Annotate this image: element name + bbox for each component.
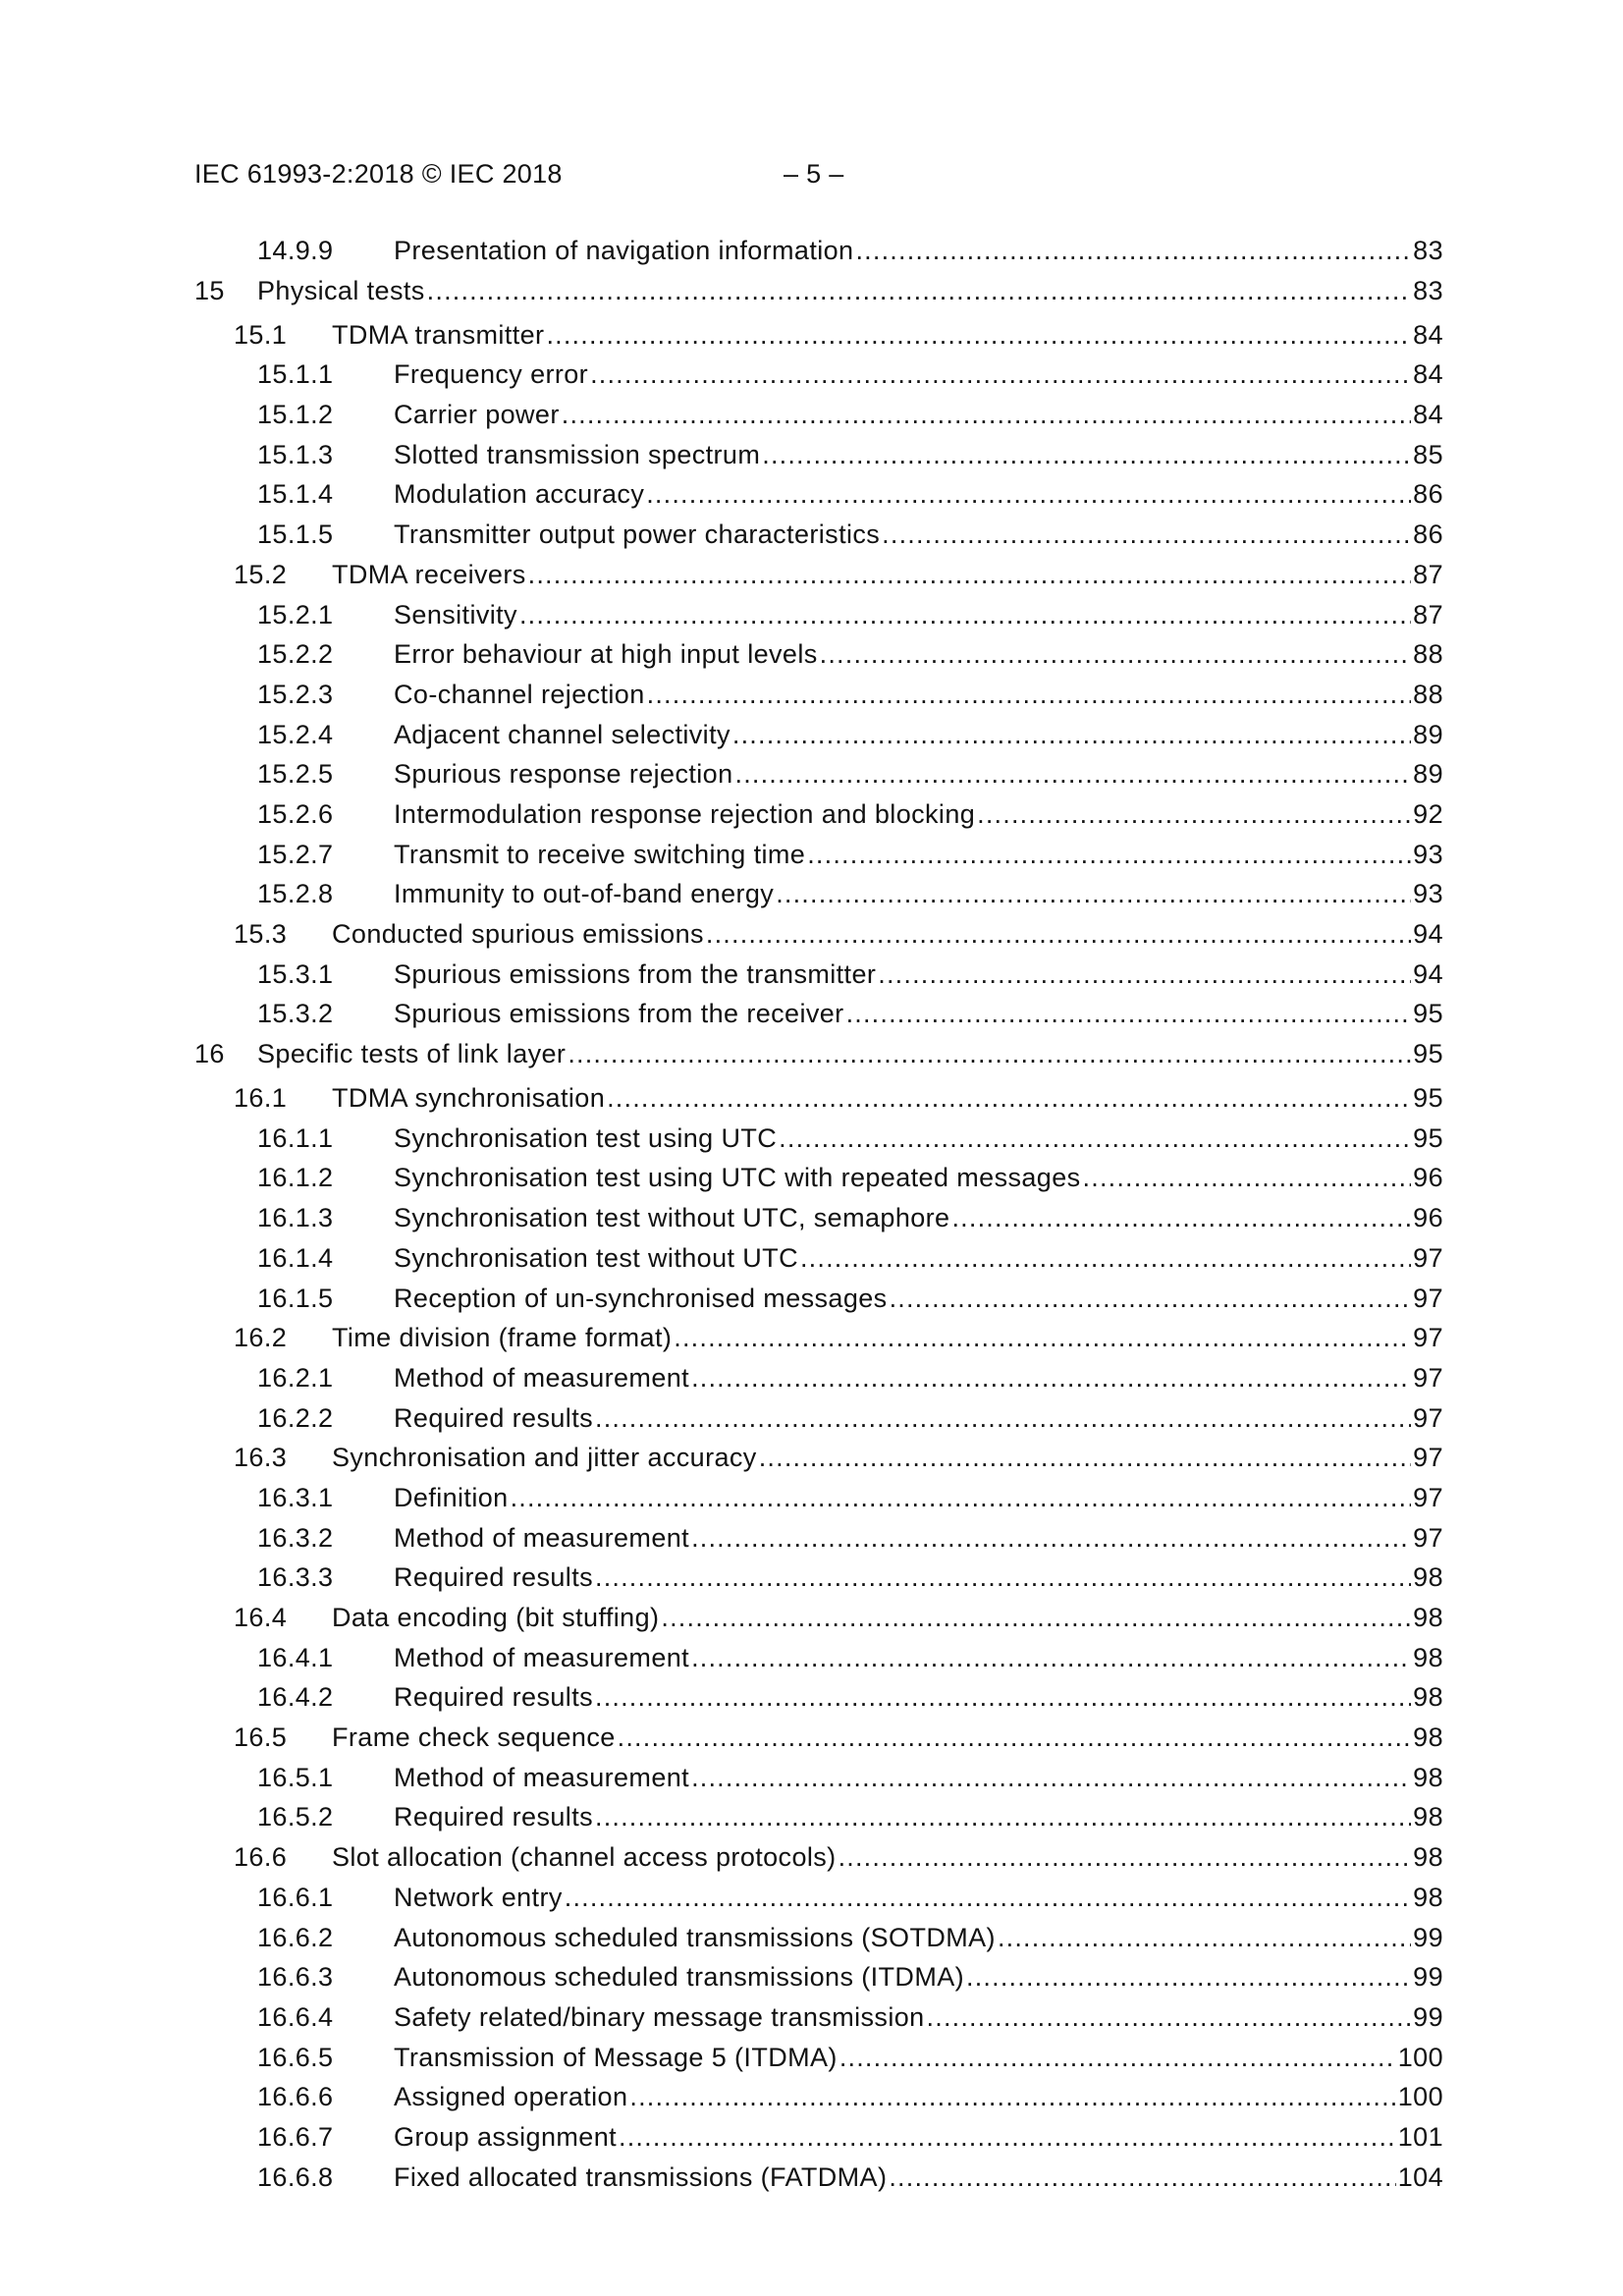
toc-section-title: Spurious emissions from the transmitter xyxy=(394,958,877,989)
toc-entry[interactable] xyxy=(0,1558,1623,1598)
toc-entry-body xyxy=(394,515,1443,554)
dot-leader xyxy=(839,2038,1396,2077)
toc-section-title: Method of measurement xyxy=(394,1522,690,1553)
toc-section-title: Adjacent channel selectivity xyxy=(394,719,730,749)
toc-entry-body xyxy=(332,1078,1443,1118)
toc-entry-body xyxy=(394,2077,1443,2116)
dot-leader xyxy=(735,754,1412,793)
toc-entry[interactable] xyxy=(0,1677,1623,1718)
dot-leader xyxy=(562,395,1411,434)
dot-leader xyxy=(966,1957,1411,1996)
toc-entry[interactable] xyxy=(0,1119,1623,1159)
toc-section-number: 16.1.3 xyxy=(257,1203,334,1233)
toc-entry[interactable] xyxy=(0,715,1623,755)
toc-entry[interactable] xyxy=(0,2117,1623,2158)
toc-section-title: TDMA receivers xyxy=(332,559,526,589)
toc-page-number: 96 xyxy=(1413,1163,1443,1193)
toc-page-number: 99 xyxy=(1413,1922,1443,1952)
toc-section-title: Transmit to receive switching time xyxy=(394,839,806,869)
toc-entry-body xyxy=(394,1638,1443,1677)
toc-entry[interactable] xyxy=(0,355,1623,395)
dot-leader xyxy=(846,994,1412,1033)
toc-page-number: 97 xyxy=(1413,1323,1443,1353)
dot-leader xyxy=(629,2077,1395,2116)
toc-page-number: 99 xyxy=(1413,2001,1443,2032)
toc-section-title: Synchronisation test without UTC, semaphore xyxy=(394,1203,950,1233)
toc-entry[interactable] xyxy=(0,1957,1623,1997)
toc-entry-body xyxy=(332,555,1443,594)
toc-section-number: 16.1 xyxy=(234,1083,288,1114)
toc-page-number: 104 xyxy=(1397,2161,1443,2192)
toc-section-title: Required results xyxy=(394,1802,593,1832)
table-of-contents xyxy=(0,231,1623,2197)
dot-leader xyxy=(618,1718,1412,1757)
toc-entry[interactable] xyxy=(0,1398,1623,1439)
toc-section-number: 16.1.4 xyxy=(257,1242,334,1273)
toc-page-number: 88 xyxy=(1413,679,1443,709)
toc-section-number: 15.1.3 xyxy=(257,439,334,469)
dot-leader xyxy=(759,1438,1411,1477)
toc-page-number: 92 xyxy=(1413,798,1443,829)
toc-section-title: Modulation accuracy xyxy=(394,479,645,510)
toc-section-number: 15.2 xyxy=(234,559,288,589)
dot-leader xyxy=(528,555,1412,594)
toc-section-number: 16.4.1 xyxy=(257,1642,334,1672)
toc-page-number: 98 xyxy=(1413,1762,1443,1792)
toc-entry-body xyxy=(394,2117,1443,2157)
toc-section-title: Intermodulation response rejection and blocking xyxy=(394,798,976,829)
toc-page-number: 83 xyxy=(1413,275,1443,305)
toc-entry-body xyxy=(394,1797,1443,1836)
toc-entry-body xyxy=(394,1518,1443,1558)
toc-section-number: 15.2.1 xyxy=(257,599,334,629)
toc-page-number: 88 xyxy=(1413,639,1443,670)
toc-entry[interactable] xyxy=(0,1718,1623,1758)
toc-entry-body xyxy=(394,595,1443,634)
toc-entry-body xyxy=(394,1398,1443,1438)
toc-section-title: Group assignment xyxy=(394,2121,618,2152)
toc-page-number: 98 xyxy=(1413,1722,1443,1753)
toc-page-number: 98 xyxy=(1413,1882,1443,1912)
toc-page-number: 94 xyxy=(1413,958,1443,989)
toc-entry-body xyxy=(394,474,1443,514)
toc-entry[interactable] xyxy=(0,794,1623,835)
toc-page-number: 87 xyxy=(1413,599,1443,629)
toc-entry[interactable] xyxy=(0,1358,1623,1398)
toc-section-number: 16.6.7 xyxy=(257,2121,334,2152)
dot-leader xyxy=(674,1318,1411,1357)
toc-section-title: Method of measurement xyxy=(394,1642,690,1672)
toc-page-number: 84 xyxy=(1413,319,1443,350)
toc-page-number: 97 xyxy=(1413,1402,1443,1433)
toc-entry[interactable] xyxy=(0,315,1623,355)
toc-page-number: 95 xyxy=(1413,1083,1443,1114)
toc-section-title: Slot allocation (channel access protocols) xyxy=(332,1842,837,1873)
toc-section-number: 16.6.3 xyxy=(257,1962,334,1993)
toc-entry[interactable] xyxy=(0,2077,1623,2117)
toc-page-number: 94 xyxy=(1413,919,1443,949)
toc-page-number: 101 xyxy=(1397,2121,1443,2152)
toc-entry[interactable] xyxy=(0,874,1623,914)
toc-entry[interactable] xyxy=(0,271,1623,315)
toc-section-number: 15.2.8 xyxy=(257,879,334,909)
toc-entry-body xyxy=(394,754,1443,793)
toc-entry-body xyxy=(394,355,1443,394)
dot-leader xyxy=(807,835,1411,874)
toc-entry[interactable] xyxy=(0,1438,1623,1478)
toc-entry-body xyxy=(394,1279,1443,1318)
toc-page-number: 100 xyxy=(1397,2042,1443,2072)
toc-entry[interactable] xyxy=(0,675,1623,715)
toc-section-title: Required results xyxy=(394,1402,593,1433)
toc-section-title: Definition xyxy=(394,1482,509,1512)
toc-section-number: 15.1.2 xyxy=(257,400,334,430)
dot-leader xyxy=(691,1358,1411,1397)
toc-page-number: 89 xyxy=(1413,759,1443,790)
toc-entry[interactable] xyxy=(0,1598,1623,1638)
toc-section-title: Error behaviour at high input levels xyxy=(394,639,818,670)
toc-section-title: Safety related/binary message transmission xyxy=(394,2001,925,2032)
dot-leader xyxy=(691,1758,1411,1797)
toc-section-number: 16.6 xyxy=(234,1842,288,1873)
toc-section-title: Fixed allocated transmissions (FATDMA) xyxy=(394,2161,888,2192)
toc-section-number: 16.3.2 xyxy=(257,1522,334,1553)
toc-entry[interactable] xyxy=(0,1638,1623,1678)
toc-section-number: 15.1.1 xyxy=(257,359,334,390)
dot-leader xyxy=(590,355,1411,394)
toc-page-number: 93 xyxy=(1413,839,1443,869)
toc-page-number: 97 xyxy=(1413,1482,1443,1512)
toc-section-number: 15.3.2 xyxy=(257,999,334,1029)
toc-entry-body xyxy=(332,1598,1443,1637)
toc-entry[interactable] xyxy=(0,435,1623,475)
toc-entry[interactable] xyxy=(0,754,1623,794)
toc-page-number: 98 xyxy=(1413,1682,1443,1713)
dot-leader xyxy=(732,715,1411,754)
toc-entry[interactable] xyxy=(0,1918,1623,1958)
toc-page-number: 84 xyxy=(1413,359,1443,390)
toc-section-title: Specific tests of link layer xyxy=(257,1039,567,1069)
toc-entry-body xyxy=(257,1034,1443,1073)
toc-section-title: Method of measurement xyxy=(394,1762,690,1792)
toc-page-number: 97 xyxy=(1413,1522,1443,1553)
toc-entry[interactable] xyxy=(0,1758,1623,1798)
toc-entry[interactable] xyxy=(0,1837,1623,1878)
toc-entry[interactable] xyxy=(0,1198,1623,1238)
toc-page-number: 97 xyxy=(1413,1242,1443,1273)
toc-section-number: 15.2.3 xyxy=(257,679,334,709)
toc-section-number: 15.2.6 xyxy=(257,798,334,829)
toc-entry[interactable] xyxy=(0,1158,1623,1198)
toc-entry-body xyxy=(394,1158,1443,1197)
toc-entry-body xyxy=(394,835,1443,874)
dot-leader xyxy=(568,1034,1411,1073)
toc-section-number: 15.3.1 xyxy=(257,958,334,989)
dot-leader xyxy=(855,231,1411,270)
toc-section-title: Physical tests xyxy=(257,275,425,305)
toc-entry-body xyxy=(394,1558,1443,1597)
toc-section-number: 15.3 xyxy=(234,919,288,949)
dot-leader xyxy=(691,1518,1411,1558)
toc-page-number: 98 xyxy=(1413,1842,1443,1873)
toc-entry[interactable] xyxy=(0,2038,1623,2078)
toc-section-number: 15.2.4 xyxy=(257,719,334,749)
dot-leader xyxy=(647,675,1412,714)
toc-page-number: 87 xyxy=(1413,559,1443,589)
toc-page-number: 83 xyxy=(1413,236,1443,265)
dot-leader xyxy=(977,794,1411,834)
toc-section-number: 16.1.2 xyxy=(257,1163,334,1193)
toc-entry[interactable] xyxy=(0,634,1623,675)
page-header xyxy=(194,154,882,193)
toc-entry-body xyxy=(332,914,1443,954)
toc-page-number: 97 xyxy=(1413,1362,1443,1393)
toc-page-number: 93 xyxy=(1413,879,1443,909)
toc-section-number: 16.4 xyxy=(234,1603,288,1632)
dot-leader xyxy=(646,474,1411,514)
dot-leader xyxy=(519,595,1411,634)
dot-leader xyxy=(595,1558,1411,1597)
dot-leader xyxy=(839,1837,1412,1877)
toc-section-title: Presentation of navigation information xyxy=(394,236,854,265)
toc-section-number: 15.2.5 xyxy=(257,759,334,790)
toc-section-title: Frame check sequence xyxy=(332,1722,616,1753)
toc-entry-body xyxy=(394,1119,1443,1158)
toc-entry-body xyxy=(394,1358,1443,1397)
toc-entry-body xyxy=(394,395,1443,434)
toc-section-title: TDMA transmitter xyxy=(332,319,545,350)
toc-entry-body xyxy=(394,675,1443,714)
toc-section-title: Network entry xyxy=(394,1882,563,1912)
toc-entry-body xyxy=(257,271,1443,310)
toc-page-number: 89 xyxy=(1413,719,1443,749)
toc-entry[interactable] xyxy=(0,231,1623,271)
dot-leader xyxy=(882,515,1411,554)
toc-entry-body xyxy=(394,1478,1443,1517)
toc-section-title: Conducted spurious emissions xyxy=(332,919,704,949)
toc-entry[interactable] xyxy=(0,1797,1623,1837)
dot-leader xyxy=(951,1198,1411,1237)
toc-entry-body xyxy=(394,435,1443,474)
toc-page-number: 98 xyxy=(1413,1642,1443,1672)
toc-section-number: 16.6.5 xyxy=(257,2042,334,2072)
toc-section-number: 16.3.3 xyxy=(257,1562,334,1593)
toc-entry-body xyxy=(394,874,1443,913)
toc-page-number: 99 xyxy=(1413,1962,1443,1993)
toc-section-number: 16.4.2 xyxy=(257,1682,334,1713)
dot-leader xyxy=(511,1478,1412,1517)
toc-entry[interactable] xyxy=(0,395,1623,435)
toc-section-number: 16.2.2 xyxy=(257,1402,334,1433)
dot-leader xyxy=(706,914,1411,954)
toc-entry[interactable] xyxy=(0,1279,1623,1319)
toc-section-title: Time division (frame format) xyxy=(332,1323,673,1353)
toc-entry-body xyxy=(394,1198,1443,1237)
toc-section-number: 16.3.1 xyxy=(257,1482,334,1512)
dot-leader xyxy=(595,1797,1411,1836)
toc-page-number: 98 xyxy=(1413,1562,1443,1593)
toc-page-number: 100 xyxy=(1397,2082,1443,2112)
dot-leader xyxy=(607,1078,1411,1118)
dot-leader xyxy=(820,634,1412,674)
toc-section-number: 16.6.1 xyxy=(257,1882,334,1912)
toc-page-number: 98 xyxy=(1413,1603,1443,1632)
toc-entry-body xyxy=(394,634,1443,674)
toc-entry-body xyxy=(394,2158,1443,2197)
toc-section-number: 16.6.2 xyxy=(257,1922,334,1952)
toc-entry[interactable] xyxy=(0,1034,1623,1078)
toc-entry[interactable] xyxy=(0,1997,1623,2038)
toc-entry-body xyxy=(394,1238,1443,1278)
toc-entry-body xyxy=(394,955,1443,994)
toc-entry-body xyxy=(394,1997,1443,2037)
toc-section-number: 16.5.1 xyxy=(257,1762,334,1792)
toc-section-number: 16.6.8 xyxy=(257,2161,334,2192)
toc-page-number: 97 xyxy=(1413,1443,1443,1473)
toc-entry-body xyxy=(332,1837,1443,1877)
toc-section-number: 16.2 xyxy=(234,1323,288,1353)
toc-page-number: 85 xyxy=(1413,439,1443,469)
toc-section-number: 15.1.4 xyxy=(257,479,334,510)
dot-leader xyxy=(546,315,1411,355)
toc-entry[interactable] xyxy=(0,1518,1623,1558)
toc-page-number: 98 xyxy=(1413,1802,1443,1832)
toc-section-number: 16.3 xyxy=(234,1443,288,1473)
toc-page-number: 97 xyxy=(1413,1283,1443,1313)
toc-entry-body xyxy=(394,1677,1443,1717)
toc-page-number: 96 xyxy=(1413,1203,1443,1233)
dot-leader xyxy=(427,271,1411,310)
toc-entry-body xyxy=(394,794,1443,834)
toc-section-title: Autonomous scheduled transmissions (SOTDMA) xyxy=(394,1922,996,1952)
dot-leader xyxy=(661,1598,1411,1637)
toc-entry-body xyxy=(332,315,1443,355)
toc-entry-body xyxy=(332,1718,1443,1757)
toc-entry[interactable] xyxy=(0,2158,1623,2198)
toc-section-title: Sensitivity xyxy=(394,599,517,629)
toc-entry[interactable] xyxy=(0,595,1623,635)
toc-entry[interactable] xyxy=(0,1238,1623,1279)
dot-leader xyxy=(691,1638,1411,1677)
toc-section-title: Required results xyxy=(394,1562,593,1593)
toc-entry-body xyxy=(394,1918,1443,1957)
toc-entry-body xyxy=(394,1758,1443,1797)
toc-entry[interactable] xyxy=(0,555,1623,595)
toc-entry[interactable] xyxy=(0,835,1623,875)
dot-leader xyxy=(595,1398,1411,1438)
toc-section-title: Co-channel rejection xyxy=(394,679,645,709)
toc-section-number: 16.5 xyxy=(234,1722,288,1753)
toc-entry[interactable] xyxy=(0,1878,1623,1918)
toc-section-title: Autonomous scheduled transmissions (ITDMA) xyxy=(394,1962,965,1993)
toc-entry-body xyxy=(394,231,1443,270)
toc-page-number: 95 xyxy=(1413,1039,1443,1069)
toc-section-title: Carrier power xyxy=(394,400,560,430)
toc-page-number: 86 xyxy=(1413,519,1443,550)
toc-section-number: 16.2.1 xyxy=(257,1362,334,1393)
toc-section-title: Data encoding (bit stuffing) xyxy=(332,1603,660,1632)
toc-section-number: 15.2.7 xyxy=(257,839,334,869)
toc-section-number: 15.1 xyxy=(234,319,288,350)
toc-page-number: 86 xyxy=(1413,479,1443,510)
dot-leader xyxy=(565,1878,1411,1917)
toc-section-title: Reception of un-synchronised messages xyxy=(394,1283,888,1313)
toc-entry-body xyxy=(394,1957,1443,1996)
toc-page-number: 95 xyxy=(1413,1122,1443,1153)
toc-entry-body xyxy=(394,994,1443,1033)
toc-section-title: Assigned operation xyxy=(394,2082,628,2112)
dot-leader xyxy=(762,435,1411,474)
dot-leader xyxy=(1083,1158,1412,1197)
toc-entry-body xyxy=(394,2038,1443,2077)
toc-section-title: Synchronisation test using UTC xyxy=(394,1122,778,1153)
toc-entry-body xyxy=(332,1318,1443,1357)
toc-entry-body xyxy=(394,715,1443,754)
toc-section-number: 14.9.9 xyxy=(257,236,334,265)
toc-section-title: Transmission of Message 5 (ITDMA) xyxy=(394,2042,838,2072)
dot-leader xyxy=(800,1238,1411,1278)
dot-leader xyxy=(927,1997,1412,2037)
toc-section-number: 16 xyxy=(194,1039,225,1069)
standard-reference: IEC 61993-2:2018 © IEC 2018 xyxy=(194,159,563,189)
toc-entry[interactable] xyxy=(0,515,1623,555)
dot-leader xyxy=(890,1279,1412,1318)
dot-leader xyxy=(595,1677,1411,1717)
dot-leader xyxy=(619,2117,1396,2157)
toc-section-number: 15.1.5 xyxy=(257,519,334,550)
toc-section-title: Transmitter output power characteristics xyxy=(394,519,881,550)
toc-entry[interactable] xyxy=(0,914,1623,955)
toc-section-title: Synchronisation and jitter accuracy xyxy=(332,1443,757,1473)
toc-entry-body xyxy=(332,1438,1443,1477)
toc-section-title: Synchronisation test without UTC xyxy=(394,1242,798,1273)
dot-leader xyxy=(889,2158,1395,2197)
toc-section-title: Synchronisation test using UTC with repeated messages xyxy=(394,1163,1081,1193)
toc-section-number: 16.6.6 xyxy=(257,2082,334,2112)
toc-section-title: Spurious emissions from the receiver xyxy=(394,999,844,1029)
toc-section-title: Immunity to out-of-band energy xyxy=(394,879,775,909)
toc-entry[interactable] xyxy=(0,994,1623,1034)
toc-entry[interactable] xyxy=(0,474,1623,515)
dot-leader xyxy=(776,874,1411,913)
toc-section-title: Method of measurement xyxy=(394,1362,690,1393)
toc-section-number: 15 xyxy=(194,275,225,305)
toc-section-title: Required results xyxy=(394,1682,593,1713)
toc-section-number: 15.2.2 xyxy=(257,639,334,670)
dot-leader xyxy=(779,1119,1411,1158)
page-number: – 5 – xyxy=(784,159,844,189)
toc-section-title: Spurious response rejection xyxy=(394,759,733,790)
toc-section-number: 16.1.1 xyxy=(257,1122,334,1153)
toc-section-title: TDMA synchronisation xyxy=(332,1083,606,1114)
dot-leader xyxy=(878,955,1411,994)
toc-entry[interactable] xyxy=(0,1078,1623,1119)
toc-page-number: 95 xyxy=(1413,999,1443,1029)
toc-entry-body xyxy=(394,1878,1443,1917)
toc-page-number: 84 xyxy=(1413,400,1443,430)
toc-section-number: 16.5.2 xyxy=(257,1802,334,1832)
toc-section-title: Frequency error xyxy=(394,359,589,390)
toc-entry[interactable] xyxy=(0,1318,1623,1358)
toc-section-title: Slotted transmission spectrum xyxy=(394,439,761,469)
toc-section-number: 16.1.5 xyxy=(257,1283,334,1313)
toc-section-number: 16.6.4 xyxy=(257,2001,334,2032)
toc-entry[interactable] xyxy=(0,1478,1623,1518)
toc-entry[interactable] xyxy=(0,955,1623,995)
dot-leader xyxy=(998,1918,1411,1957)
